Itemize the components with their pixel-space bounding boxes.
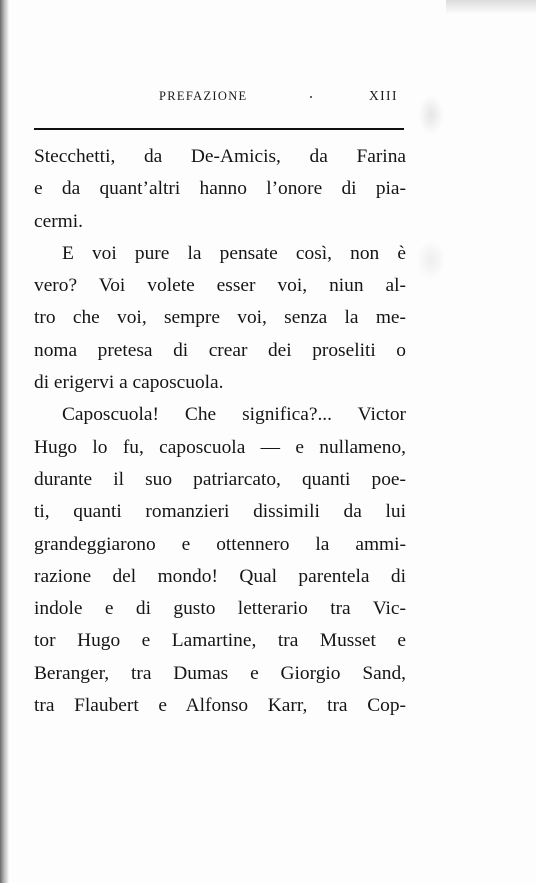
text-line: indole e di gusto letterario tra Vic- [34, 598, 406, 620]
text-line: tor Hugo e Lamartine, tra Musset e [34, 630, 406, 652]
text-line: grandeggiarono e ottennero la ammi- [34, 533, 406, 555]
text-line: cermi. [34, 210, 83, 232]
paper-stain [416, 240, 446, 280]
text-line: durante il suo patriarcato, quanti poe- [34, 468, 406, 490]
text-line: razione del mondo! Qual parentela di [34, 565, 406, 587]
text-line: Stecchetti, da De-Amicis, da Farina [34, 146, 406, 167]
text-line: noma pretesa di crear dei proseliti o [34, 339, 406, 361]
header-rule [34, 128, 404, 130]
scan-shadow [446, 0, 536, 14]
text-line: di erigervi a caposcuola. [34, 372, 224, 394]
ink-dot [310, 96, 312, 98]
body-text [34, 141, 406, 722]
page-number: XIII [369, 88, 398, 103]
text-line: tro che voi, sempre voi, senza la me- [34, 307, 406, 329]
text-line: Hugo lo fu, caposcuola — e nullameno, [34, 436, 406, 458]
running-title: PREFAZIONE [159, 89, 248, 103]
text-line: tra Flaubert e Alfonso Karr, tra Cop- [34, 695, 406, 717]
text-line: ti, quanti romanzieri dissimili da lui [34, 501, 406, 523]
text-line: Beranger, tra Dumas e Giorgio Sand, [34, 662, 406, 684]
page-binding-edge [0, 0, 9, 883]
text-line: Caposcuola! Che significa?... Victor [62, 404, 406, 426]
paper-stain [418, 95, 444, 135]
text-line: E voi pure la pensate così, non è [62, 242, 406, 264]
text-line: e da quant’altri hanno l’onore di pia- [34, 178, 406, 200]
text-line: vero? Voi volete esser voi, niun al- [34, 275, 406, 297]
